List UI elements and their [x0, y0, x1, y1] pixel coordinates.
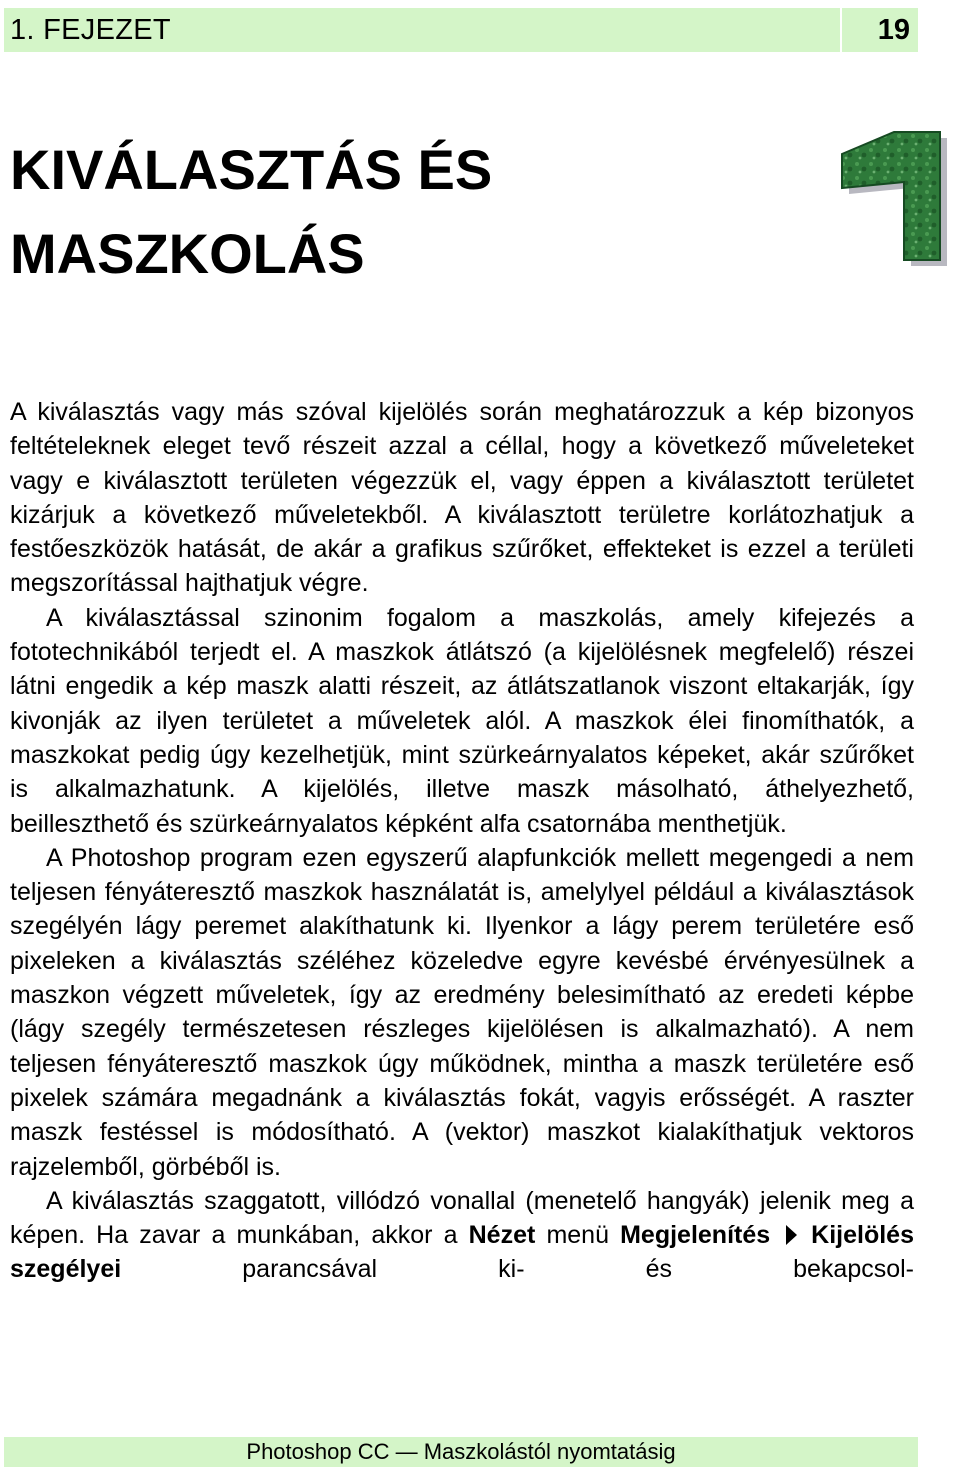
- paragraph-3: A Photoshop program ezen egyszerű alapfunkciók mellett megengedi a nem teljesen fényáteresztő maszkok használatát is, amelylyel például a kiválasztások szegélyén lágy peremet alakíthatunk ki. Ilyenkor a lágy perem területére eső pixeleken a kiválasztás széléhez közeledve egyre kevésbé érvényesülnek a maszkon végzett műveletek, így az eredmény belesimítható az eredeti képbe (lágy szegély természetesen részleges kijelölésen is alkalmazható). A nem teljesen fényáteresztő maszkok úgy működnek, mintha a maszk területére eső pixelek számára megadnánk a kiválasztás fokát, vagyis erősségét. A raszter maszk festéssel is módosítható. A (vektor) maszkot kialakíthatjuk vektoros rajzelemből, görbéből is.: [10, 843, 914, 1181]
- p4-text-start: A kiválasztás szaggatott, villódzó vonallal (menetelő hangyák) jelenik meg a képen. Ha zavar a munkában, akkor a: [10, 1186, 914, 1250]
- digit-one-shape: [842, 132, 940, 260]
- chapter-title-line-2: MASZKOLÁS: [10, 222, 365, 285]
- page-number: 19: [877, 14, 910, 46]
- chapter-title: [10, 128, 492, 296]
- paragraph-2: A kiválasztással szinonim fogalom a maszkolás, amely kifejezés a fototechnikából terjedt el. A maszkok átlátszó (a kijelölésnek megfelelő) részei látni engedik a kép maszk alatti részeit, az átlátszatlanok viszont eltakarják, így kivonják az ilyen területet a műveletek alól. A maszkok élei finomíthatók, a maszkokat pedig úgy kezelhetjük, mint szürkeárnyalatos képeket, akár szűrőket is alkalmazhatunk. A kijelölés, illetve maszk másolható, áthelyezhető, beilleszthető és szürkeárnyalatos képként alfa csatornába menthetjük.: [10, 603, 914, 838]
- menu-item-megjelenites: Megjelenítés: [620, 1221, 771, 1250]
- running-footer: [4, 1437, 918, 1467]
- running-header: [4, 8, 918, 52]
- paragraph-1: A kiválasztás vagy más szóval kijelölés során meghatározzuk a kép bizonyos feltételeknek eleget tevő részeit azzal a céllal, hogy a következő műveleteket vagy e kiválasztott területen végezzük el, vagy éppen a kiválasztott területet kizárjuk a következő műveletekből. A kiválasztott területre korlátozhatjuk a festőeszközök hatását, de akár a grafikus szűrőket, effekteket is ezzel a területi megszorítással hajthatjuk végre.: [10, 398, 914, 598]
- footer-text: Photoshop CC — Maszkolástól nyomtatásig: [246, 1439, 676, 1464]
- menu-item-kijeloles-szegelyei: Kijelölés szegélyei: [10, 1221, 914, 1284]
- p4-text-end: parancsával ki- és bekapcsol-: [242, 1255, 915, 1284]
- chapter-label: 1. FEJEZET: [10, 14, 171, 46]
- submenu-arrow-icon: [786, 1225, 797, 1245]
- chapter-title-line-1: KIVÁLASZTÁS ÉS: [10, 138, 493, 201]
- paragraph-4: [10, 1184, 914, 1287]
- header-divider: [840, 8, 842, 52]
- body-text: [10, 395, 914, 1287]
- menu-name-nezet: Nézet: [468, 1221, 536, 1250]
- chapter-number-graphic: [812, 118, 952, 268]
- p4-text-mid: menü: [546, 1221, 609, 1250]
